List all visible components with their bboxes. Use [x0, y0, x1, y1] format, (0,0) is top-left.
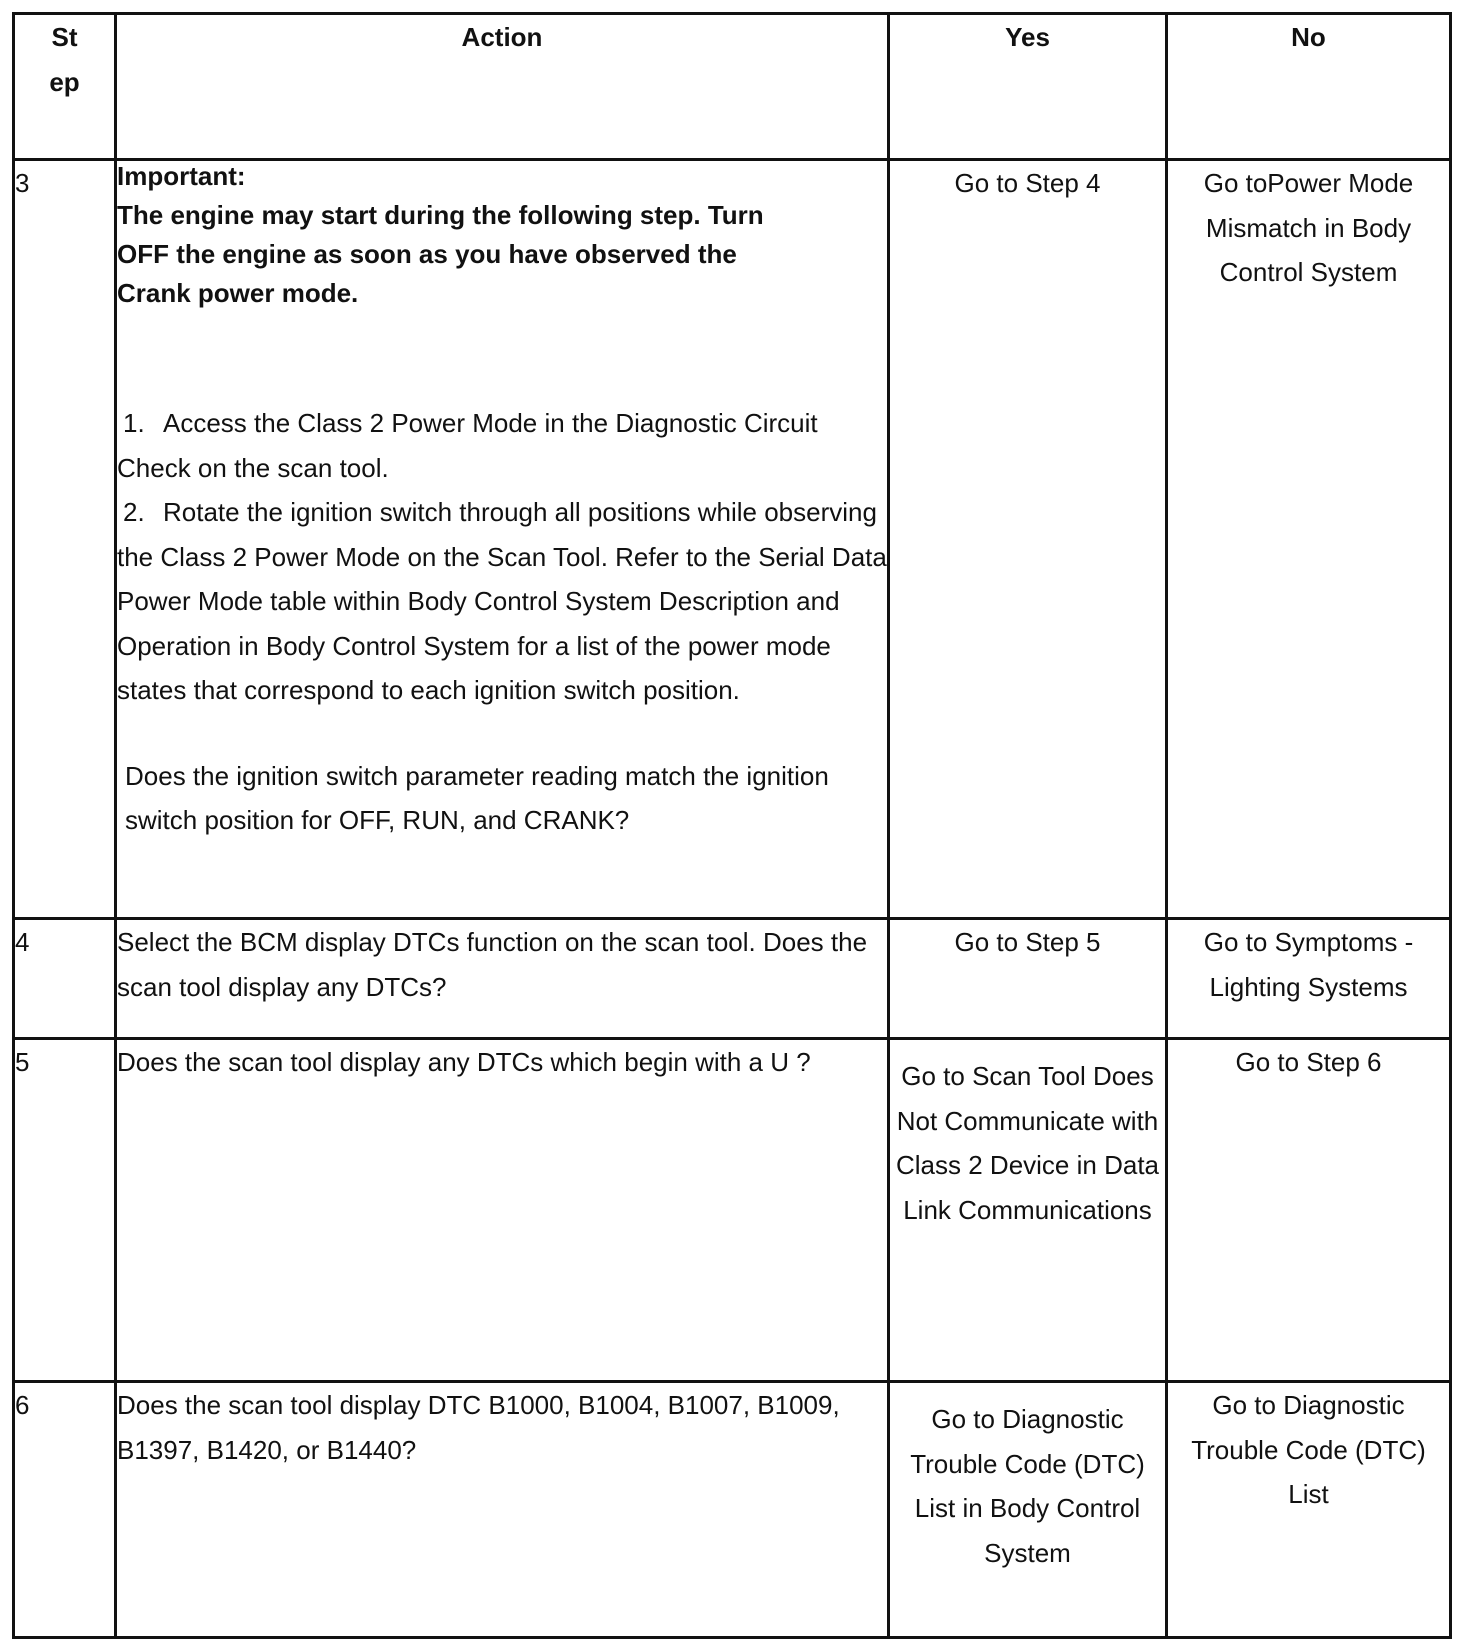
header-action: Action [116, 14, 889, 160]
action-cell: Select the BCM display DTCs function on the scan tool. Does the scan tool display any DTCs? [116, 919, 889, 1039]
no-cell: Go to Symptoms - Lighting Systems [1167, 919, 1451, 1039]
list-item: 2. Rotate the ignition switch through all positions while observing the Class 2 Power Mode on the Scan Tool. Refer to the Serial Data Power Mode table within Body Control System Description and Operation in Body Control System for a list of the power mode states that correspond to each ignition switch position. [117, 497, 887, 705]
question-text: Does the ignition switch parameter reading match the ignition switch position for OFF, RUN, and CRANK? [125, 760, 837, 835]
header-no: No [1167, 14, 1451, 160]
step-number: 3 [14, 160, 116, 919]
yes-cell: Go to Scan Tool Does Not Communicate with Class 2 Device in Data Link Communications [889, 1039, 1167, 1382]
important-text: The engine may start during the following step. Turn OFF the engine as soon as you have observed the Crank power mode. [117, 200, 764, 308]
table-row [14, 160, 1451, 919]
step-number: 6 [14, 1382, 116, 1638]
step-number: 4 [14, 919, 116, 1039]
important-title: Important: [117, 161, 246, 191]
table-row [14, 1382, 1451, 1638]
diagnostic-table [12, 12, 1452, 1639]
action-cell: Does the scan tool display any DTCs which begin with a U ? [116, 1039, 889, 1382]
header-step: St ep [14, 14, 116, 160]
action-cell: Does the scan tool display DTC B1000, B1004, B1007, B1009, B1397, B1420, or B1440? [116, 1382, 889, 1638]
list-item: 1. Access the Class 2 Power Mode in the Diagnostic Circuit Check on the scan tool. [117, 408, 818, 483]
header-yes: Yes [889, 14, 1167, 160]
step-number: 5 [14, 1039, 116, 1382]
yes-cell: Go to Step 5 [889, 919, 1167, 1039]
yes-cell: Go to Step 4 [889, 160, 1167, 919]
table-header-row [14, 14, 1451, 160]
no-cell: Go toPower Mode Mismatch in Body Control System [1167, 160, 1451, 919]
action-cell [116, 160, 889, 919]
no-cell: Go to Diagnostic Trouble Code (DTC) List [1167, 1382, 1451, 1638]
table-row [14, 1039, 1451, 1382]
yes-cell: Go to Diagnostic Trouble Code (DTC) List in Body Control System [889, 1382, 1167, 1638]
no-cell: Go to Step 6 [1167, 1039, 1451, 1382]
table-row [14, 919, 1451, 1039]
